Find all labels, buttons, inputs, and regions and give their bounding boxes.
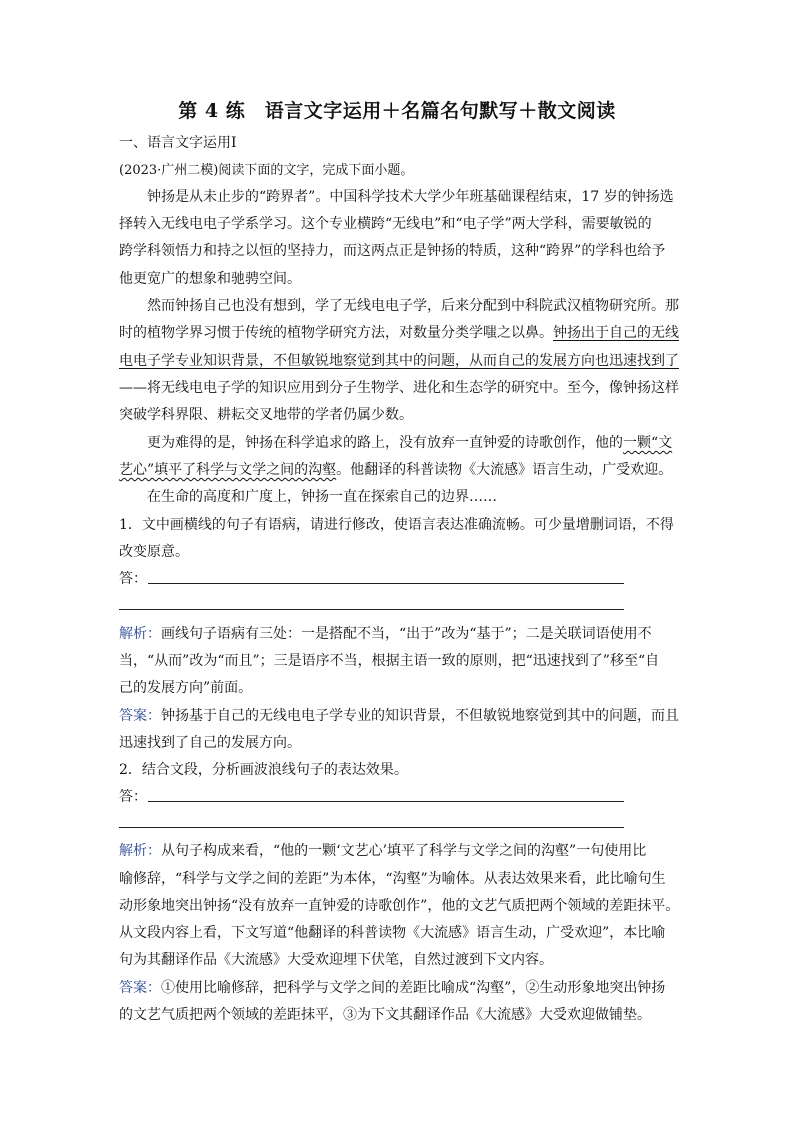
passage-text: 。他翻译的科普读物《大流感》语言生动，广受欢迎。 [336, 462, 673, 478]
key-text: 钟扬基于自己的无线电电子学专业的知识背景，不但敏锐地察觉到其中的问题，而且 [161, 708, 679, 724]
answer-label: 答： [119, 571, 147, 587]
key-line [119, 979, 679, 997]
passage-line [119, 324, 679, 342]
passage-text: 时的植物学界习惯于传统的植物学研究方法，对数量分类学嗤之以鼻。 [119, 325, 553, 341]
passage-line: 跨学科领悟力和持之以恒的坚持力，而这两点正是钟扬的特质，这种“跨界”的学科也给予 [119, 243, 666, 259]
answer-label: 答： [119, 789, 147, 805]
passage-line: 钟扬是从未止步的“跨界者”。中国科学技术大学少年班基础课程结束，17 岁的钟扬选 [147, 189, 674, 205]
underlined-sentence: 电电子学专业知识背景，不但敏锐地察觉到其中的问题，从而自己的发展方向也迅速找到了 [119, 353, 679, 369]
analysis-line: 当，“从而”改为“而且”；三是语序不当，根据主语一致的原则，把“迅速找到了”移至“自 [119, 653, 660, 669]
question-text: 1．文中画横线的句子有语病，请进行修改，使语言表达准确流畅。可少量增删词语，不得 [119, 517, 674, 533]
question-text: 改变原意。 [119, 544, 189, 560]
underlined-sentence: 钟扬出于自己的无线 [553, 325, 679, 341]
analysis-line: 句为其翻译作品《大流感》大受欢迎埋下伏笔，自然过渡到下文内容。 [119, 952, 553, 968]
passage-text: 更为难得的是，钟扬在科学追求的路上，没有放弃一直钟爱的诗歌创作，他的 [147, 435, 623, 451]
analysis-line: 动形象地突出钟扬“没有放弃一直钟爱的诗歌创作”，他的文艺气质把两个领域的差距抹平。 [119, 898, 680, 914]
analysis-text: 画线句子语病有三处：一是搭配不当，“出于”改为“基于”；二是关联词语使用不 [161, 626, 652, 642]
key-line: 迅速找到了自己的发展方向。 [119, 735, 301, 751]
passage-line: ——将无线电电子学的知识应用到分子生物学、进化和生态学的研究中。至今，像钟扬这样 [119, 380, 679, 396]
passage-line: 择转入无线电电子学系学习。这个专业横跨“无线电”和“电子学”两大学科，需要敏锐的 [119, 216, 652, 232]
analysis-line: 从文段内容上看，下文写道“他翻译的科普读物《大流感》语言生动，广受欢迎”，本比喻 [119, 925, 666, 941]
passage-line: 然而钟扬自己也没有想到，学了无线电电子学，后来分配到中科院武汉植物研究所。那 [147, 298, 679, 314]
answer-line[interactable] [119, 609, 624, 610]
key-line [119, 707, 679, 725]
answer-line[interactable] [119, 827, 624, 828]
analysis-label: 解析： [119, 626, 161, 642]
key-label: 答案： [119, 708, 161, 724]
page-title: 第 4 练 语言文字运用＋名篇名句默写＋散文阅读 [178, 100, 616, 122]
passage-line [119, 461, 679, 479]
key-line: 的文艺气质把两个领域的差距抹平，③为下文其翻译作品《大流感》大受欢迎做铺垫。 [119, 1007, 651, 1023]
key-text: ①使用比喻修辞，把科学与文学之间的差距比喻成“沟壑”，②生动形象地突出钟扬 [161, 980, 666, 996]
answer-line[interactable] [148, 583, 624, 584]
passage-line: 突破学科界限、耕耘交叉地带的学者仍属少数。 [119, 407, 413, 423]
source-note: (2023·广州二模)阅读下面的文字，完成下面小题。 [119, 163, 414, 178]
analysis-line [119, 842, 679, 860]
analysis-line [119, 625, 679, 643]
analysis-label: 解析： [119, 843, 161, 859]
key-label: 答案： [119, 980, 161, 996]
question-text: 2．结合文段，分析画波浪线句子的表达效果。 [119, 762, 408, 778]
analysis-line: 己的发展方向”前面。 [119, 680, 253, 696]
section-heading: 一、语言文字运用Ⅰ [119, 135, 237, 151]
answer-line[interactable] [148, 801, 624, 802]
passage-line: 在生命的高度和广度上，钟扬一直在探索自己的边界…… [147, 489, 497, 505]
analysis-text: 从句子构成来看，“他的一颗‘文艺心’填平了科学与文学之间的沟壑”一句使用比 [161, 843, 647, 859]
wavy-sentence: 一颗“文 [623, 435, 673, 451]
wavy-sentence: 艺心”填平了科学与文学之间的沟壑 [119, 462, 337, 478]
passage-line [147, 434, 707, 452]
passage-line: 他更宽广的想象和驰骋空间。 [119, 271, 301, 287]
analysis-line: 喻修辞，“科学与文学之间的差距”为本体，“沟壑”为喻体。从表达效果来看，此比喻句生 [119, 871, 666, 887]
